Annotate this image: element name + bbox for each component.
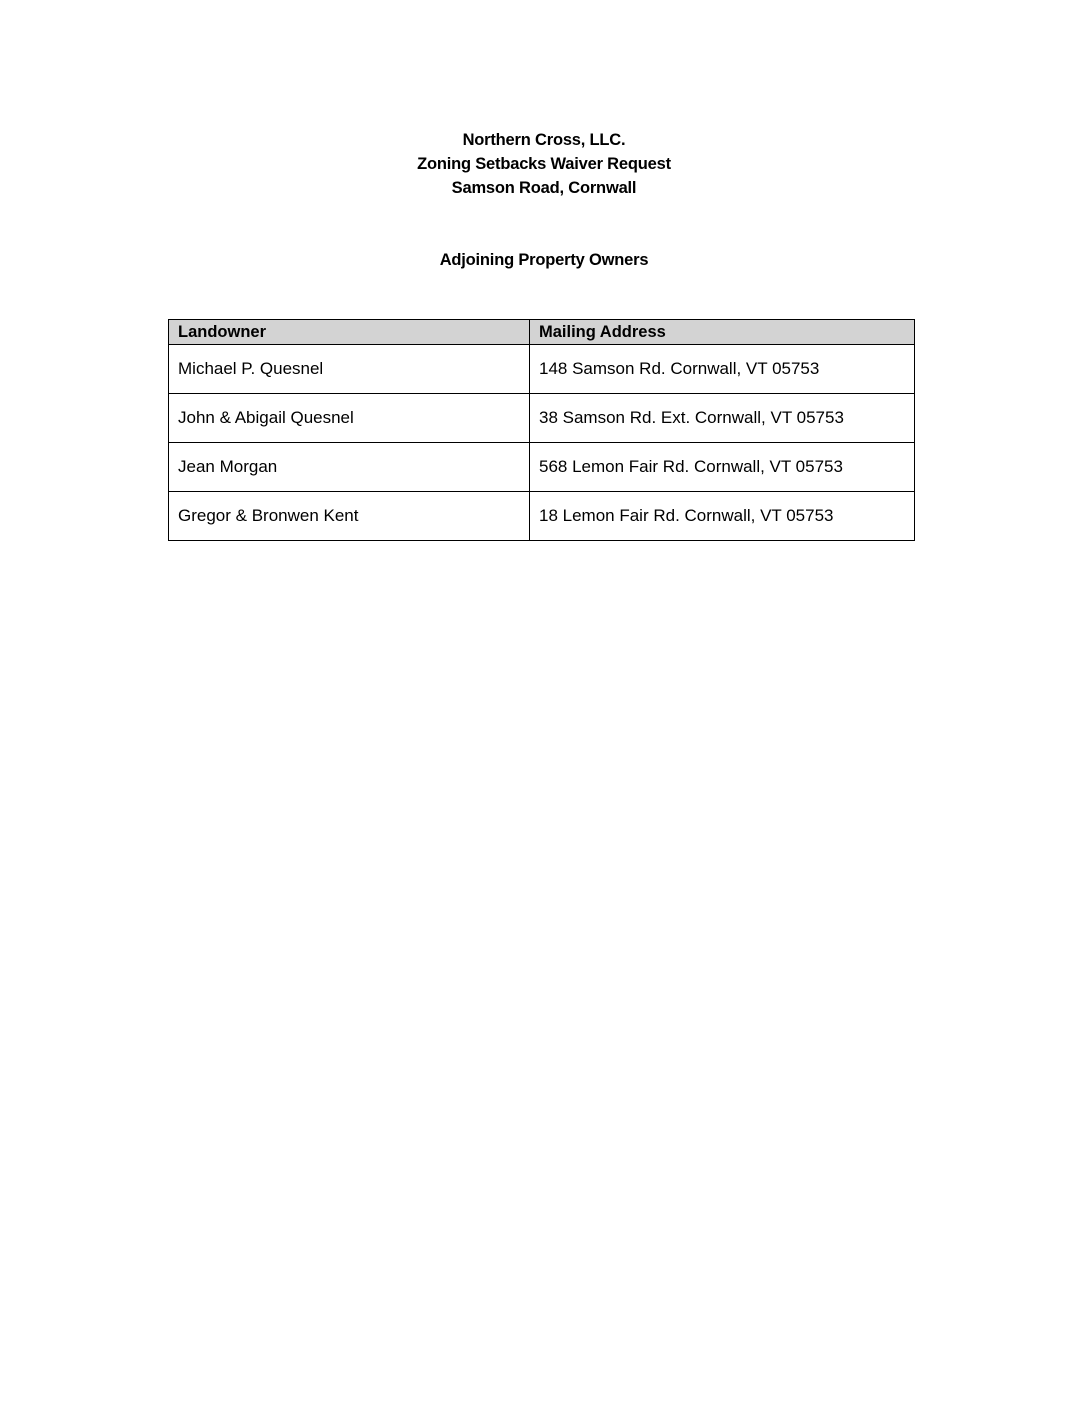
table-row <box>169 345 915 394</box>
section-title: Adjoining Property Owners <box>439 251 649 269</box>
table-header-row <box>169 320 915 345</box>
address-cell: 38 Samson Rd. Ext. Cornwall, VT 05753 <box>530 394 915 443</box>
address-cell: 18 Lemon Fair Rd. Cornwall, VT 05753 <box>530 492 915 541</box>
property-owners-table <box>168 319 915 541</box>
address-cell: 568 Lemon Fair Rd. Cornwall, VT 05753 <box>530 443 915 492</box>
request-title: Zoning Setbacks Waiver Request <box>417 155 671 173</box>
landowner-cell: John & Abigail Quesnel <box>169 394 530 443</box>
document-header <box>0 128 1088 200</box>
company-name: Northern Cross, LLC. <box>462 131 626 149</box>
column-header-mailing-address: Mailing Address <box>530 320 915 345</box>
table-row <box>169 443 915 492</box>
table-row <box>169 394 915 443</box>
landowner-cell: Michael P. Quesnel <box>169 345 530 394</box>
address-cell: 148 Samson Rd. Cornwall, VT 05753 <box>530 345 915 394</box>
column-header-landowner: Landowner <box>169 320 530 345</box>
landowner-cell: Jean Morgan <box>169 443 530 492</box>
landowner-cell: Gregor & Bronwen Kent <box>169 492 530 541</box>
table-row <box>169 492 915 541</box>
location-line: Samson Road, Cornwall <box>451 179 637 197</box>
